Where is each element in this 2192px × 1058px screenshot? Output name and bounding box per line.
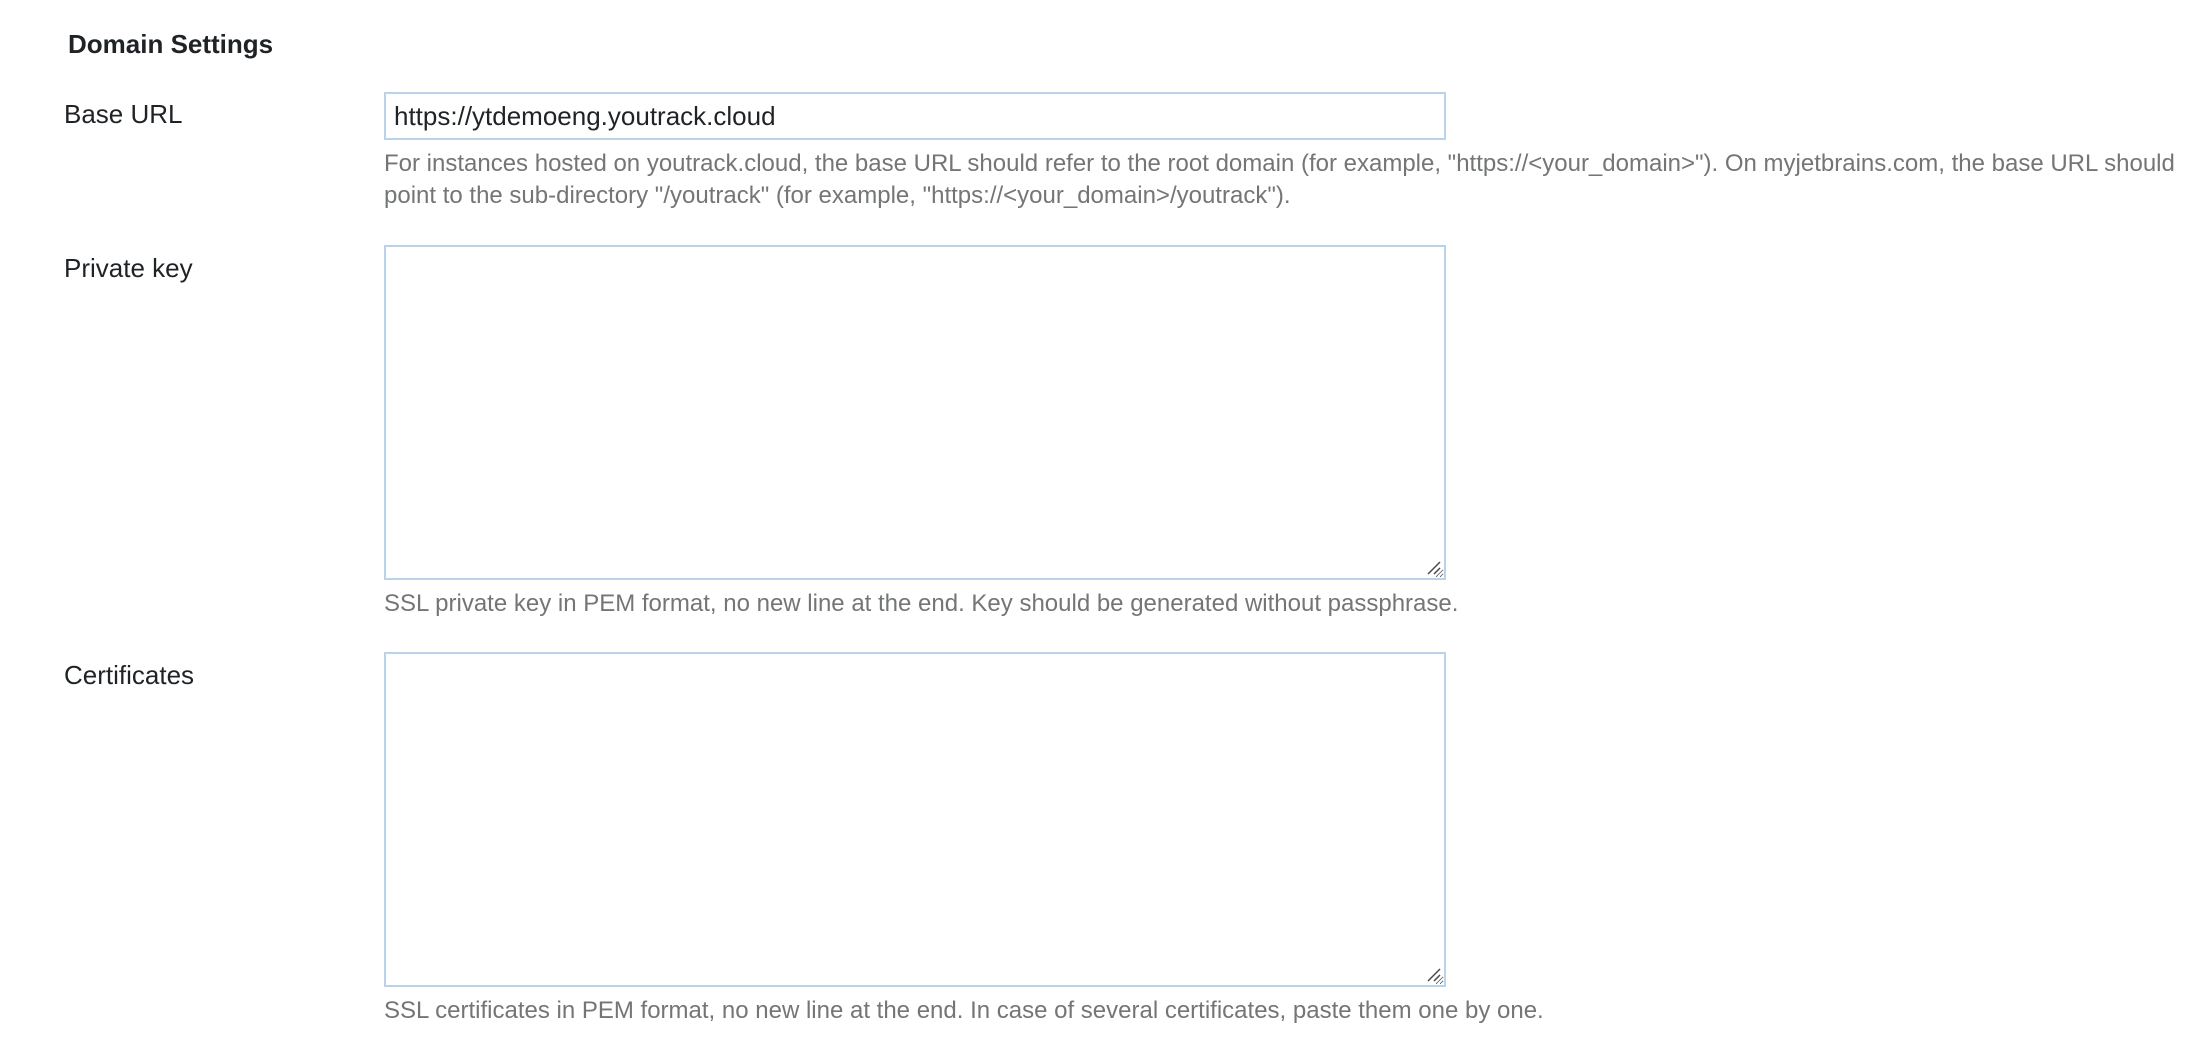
private-key-textarea[interactable] [384,245,1446,580]
base-url-input[interactable] [384,92,1446,140]
section-title: Domain Settings [68,29,274,59]
certificates-label: Certificates [64,660,195,690]
private-key-hint: SSL private key in PEM format, no new line at the end. Key should be generated without passphrase. [384,590,1459,617]
private-key-label: Private key [64,253,193,283]
certificates-textarea[interactable] [384,652,1446,987]
certificates-hint: SSL certificates in PEM format, no new line at the end. In case of several certificates, paste them one by one. [384,997,1544,1024]
base-url-label: Base URL [64,99,183,129]
base-url-hint: For instances hosted on youtrack.cloud, the base URL should refer to the root domain (for example, "https://<your_domain>"). On myjetbrains.com, the base URL should point to the sub-directory "/youtrack" (for example, "https://<your_domain>/youtrack"). [384,150,2175,209]
